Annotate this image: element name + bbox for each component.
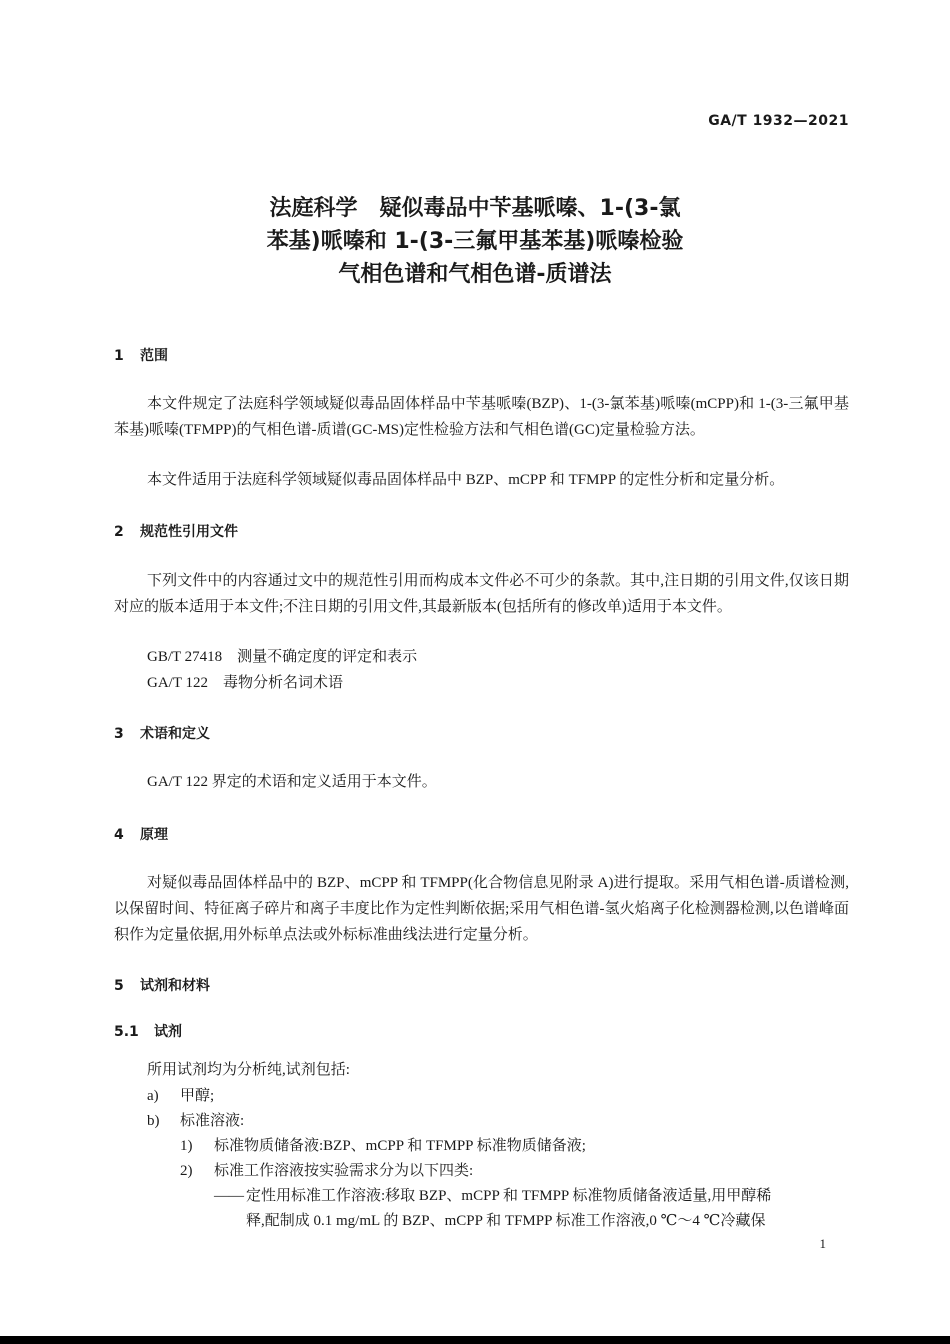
section-5-heading — [114, 975, 210, 995]
list-item-b2 — [180, 1159, 473, 1180]
section-number: 5 — [114, 978, 124, 994]
section-title: 原理 — [140, 827, 168, 843]
standard-code: GA/T 1932—2021 — [708, 113, 849, 129]
subsection-number: 5.1 — [114, 1024, 139, 1040]
title-line-1: 法庭科学 疑似毒品中苄基哌嗪、1-(3-氯 — [269, 196, 681, 221]
list-item-dash-continuation: 释,配制成 0.1 mg/mL 的 BZP、mCPP 和 TFMPP 标准工作溶液,0 ℃～4 ℃冷藏保 — [246, 1213, 766, 1229]
section-number: 1 — [114, 348, 124, 364]
section-1-paragraph-1: 本文件规定了法庭科学领域疑似毒品固体样品中苄基哌嗪(BZP)、1-(3-氯苯基)哌嗪(mCPP)和 1-(3-三氟甲基苯基)哌嗪(TFMPP)的气相色谱-质谱(GC-MS)定性检验方法和气相色谱(GC)定量检验方法。 — [114, 396, 849, 438]
list-text: 标准溶液: — [180, 1113, 245, 1129]
list-marker: 1) — [180, 1138, 193, 1154]
section-number: 2 — [114, 524, 124, 540]
page-bottom-edge — [0, 1336, 950, 1344]
section-4-paragraph-1: 对疑似毒品固体样品中的 BZP、mCPP 和 TFMPP(化合物信息见附录 A)进行提取。采用气相色谱-质谱检测,以保留时间、特征离子碎片和离子丰度比作为定性判断依据;采用气相色谱-氢火焰离子化检测器检测,以色谱峰面积作为定量依据,用外标单点法或外标标准曲线法进行定量分析。 — [114, 875, 849, 943]
section-number: 4 — [114, 827, 124, 843]
section-3-paragraph-1: GA/T 122 界定的术语和定义适用于本文件。 — [147, 774, 437, 790]
list-item-b — [147, 1109, 244, 1130]
section-1-paragraph-2: 本文件适用于法庭科学领域疑似毒品固体样品中 BZP、mCPP 和 TFMPP 的定性分析和定量分析。 — [147, 472, 785, 488]
section-title: 试剂和材料 — [140, 978, 210, 994]
list-marker: 2) — [180, 1163, 193, 1179]
title-line-3: 气相色谱和气相色谱-质谱法 — [338, 262, 612, 287]
subsection-5-1-heading — [114, 1021, 182, 1041]
list-text: 甲醇; — [180, 1088, 215, 1104]
page-number: 1 — [819, 1236, 826, 1251]
list-text: 定性用标准工作溶液:移取 BZP、mCPP 和 TFMPP 标准物质储备液适量,用甲醇稀 — [246, 1188, 772, 1204]
list-marker: a) — [147, 1088, 159, 1104]
title-line-2: 苯基)哌嗪和 1-(3-三氟甲基苯基)哌嗪检验 — [266, 229, 684, 254]
subsection-title: 试剂 — [154, 1024, 182, 1040]
section-title: 范围 — [140, 348, 168, 364]
section-1-heading — [114, 345, 168, 365]
document-title — [0, 192, 950, 291]
section-3-heading — [114, 723, 210, 743]
list-text: 标准物质储备液:BZP、mCPP 和 TFMPP 标准物质储备液; — [214, 1138, 586, 1154]
list-item-dash — [214, 1184, 771, 1205]
section-title: 术语和定义 — [140, 726, 210, 742]
section-4-heading — [114, 824, 168, 844]
dash-marker: —— — [214, 1188, 244, 1204]
list-text: 标准工作溶液按实验需求分为以下四类: — [214, 1163, 474, 1179]
reagents-intro: 所用试剂均为分析纯,试剂包括: — [147, 1062, 350, 1078]
normative-reference-2: GA/T 122 毒物分析名词术语 — [147, 675, 343, 691]
list-item-a — [147, 1084, 214, 1105]
section-2-heading — [114, 521, 238, 541]
list-marker: b) — [147, 1113, 160, 1129]
section-number: 3 — [114, 726, 124, 742]
section-title: 规范性引用文件 — [140, 524, 238, 540]
normative-reference-1: GB/T 27418 测量不确定度的评定和表示 — [147, 649, 418, 665]
list-item-b1 — [180, 1134, 586, 1155]
section-2-paragraph-1: 下列文件中的内容通过文中的规范性引用而构成本文件必不可少的条款。其中,注日期的引用文件,仅该日期对应的版本适用于本文件;不注日期的引用文件,其最新版本(包括所有的修改单)适用于本文件。 — [114, 573, 849, 615]
